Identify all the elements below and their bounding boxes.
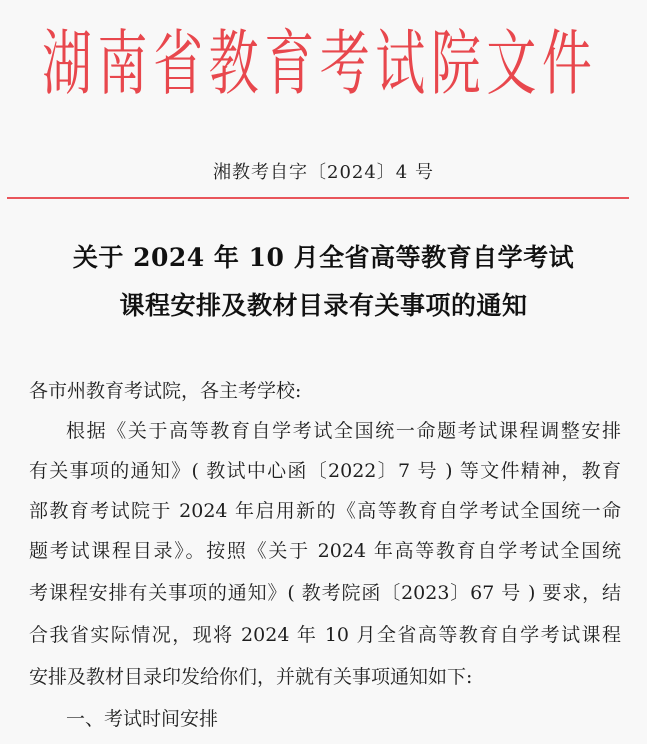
body-line: 安排及教材目录印发给你们，并就有关事项通知如下: — [29, 666, 473, 688]
masthead-char: 考 — [319, 22, 370, 106]
body-line: 考课程安排有关事项的通知》( 教考院函〔2023〕67 号 ) 要求，结 — [29, 582, 621, 604]
masthead-char: 南 — [97, 22, 148, 106]
body-line: 合我省实际情况，现将 2024 年 10 月全省高等教育自学考试课程 — [29, 624, 621, 646]
masthead-char: 文 — [486, 22, 537, 106]
masthead-char: 教 — [208, 22, 259, 106]
masthead-char: 件 — [541, 22, 592, 106]
section-heading: 一、考试时间安排 — [66, 708, 219, 730]
masthead-char: 试 — [375, 22, 426, 106]
salutation: 各市州教育考试院，各主考学校: — [29, 380, 302, 402]
masthead-char: 院 — [430, 22, 481, 106]
red-divider-rule — [7, 197, 629, 199]
document-number: 湘教考自字〔2024〕4 号 — [213, 162, 434, 183]
document-title-line-2: 课程安排及教材目录有关事项的通知 — [119, 291, 528, 320]
masthead-char: 育 — [264, 22, 315, 106]
masthead-char: 湖 — [42, 22, 92, 106]
masthead-char: 省 — [153, 22, 204, 106]
body-line: 部教育考试院于 2024 年启用新的《高等教育自学考试全国统一命 — [29, 500, 621, 522]
document-masthead — [42, 22, 592, 106]
body-line: 题考试课程目录》。按照《关于 2024 年高等教育自学考试全国统 — [29, 540, 621, 562]
body-line: 根据《关于高等教育自学考试全国统一命题考试课程调整安排 — [66, 420, 621, 442]
document-title-line-1: 关于 2024 年 10 月全省高等教育自学考试 — [72, 243, 575, 272]
body-line: 有关事项的通知》( 教试中心函〔2022〕7 号 ) 等文件精神，教育 — [29, 460, 621, 482]
